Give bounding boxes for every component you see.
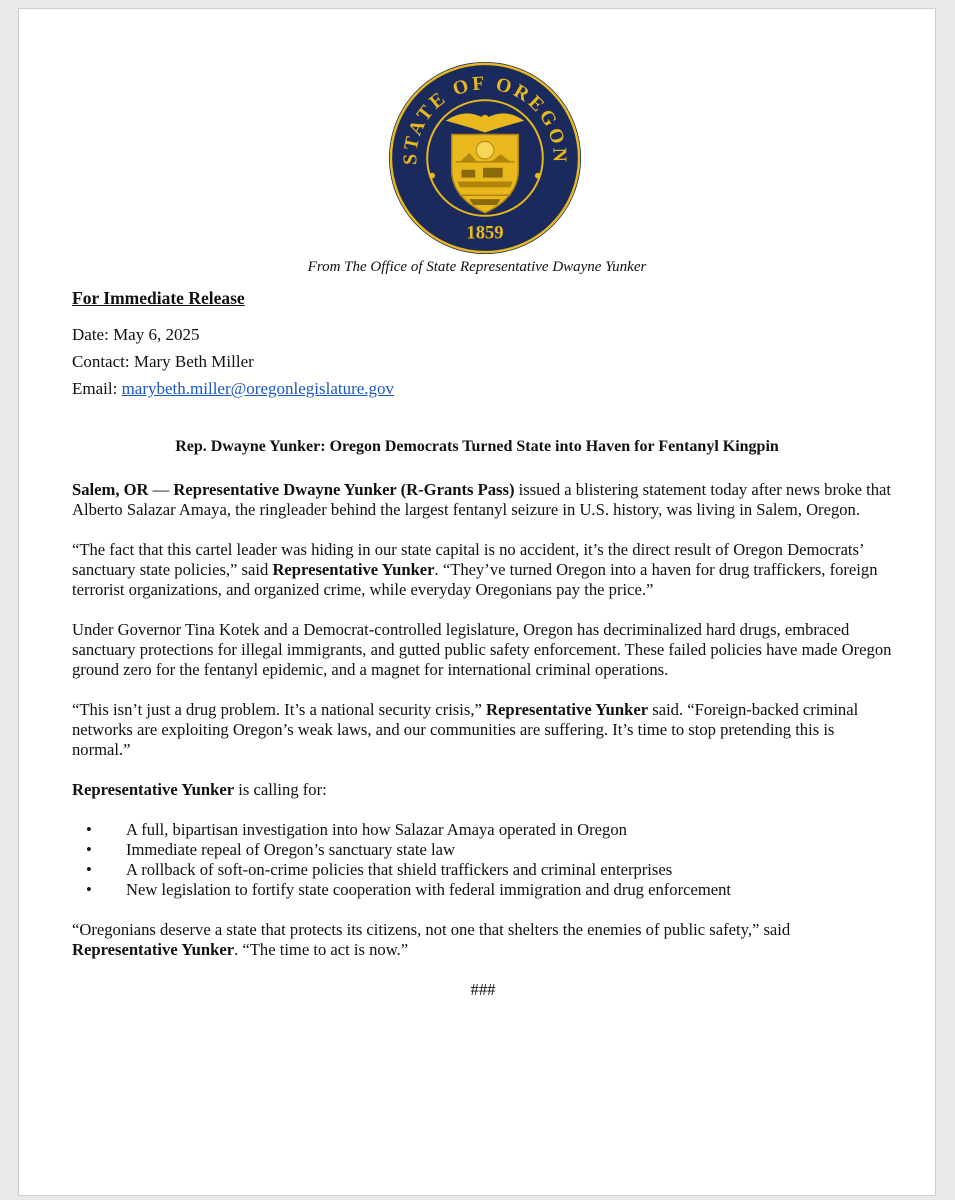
email-line xyxy=(72,379,394,399)
list-item: • A rollback of soft-on-crime policies that shield traffickers and criminal enterprises xyxy=(86,860,673,879)
paragraph-quote-1: “The fact that this cartel leader was hiding in our state capital is no accident, it’s the direct result of Oregon Democrats’ sanctuary state policies,” said Representative Yunker. “They’ve turned Oregon into a haven for drug traffickers, foreign terrorist organizations, and organized crime, while everyday Oregonians pay the price.” xyxy=(72,540,878,599)
representative-name: Representative Yunker xyxy=(272,560,435,579)
bullet-icon: • xyxy=(86,860,92,879)
demands-list xyxy=(72,820,894,900)
office-line: From The Office of State Representative Dwayne Yunker xyxy=(307,259,647,275)
dateline: Salem, OR xyxy=(72,480,149,499)
contact-line: Contact: Mary Beth Miller xyxy=(72,352,254,371)
press-release-body xyxy=(72,480,894,1000)
document-page xyxy=(18,8,936,1196)
representative-name: Representative Yunker xyxy=(486,700,649,719)
paragraph-intro: Salem, OR — Representative Dwayne Yunker (R-Grants Pass) issued a blistering statement today after news broke that Alberto Salazar Amaya, the ringleader behind the largest fentanyl seizure in U.S. history, was living in Salem, Oregon. xyxy=(72,480,891,519)
representative-name: Representative Yunker xyxy=(72,940,235,959)
seal-year: 1859 xyxy=(466,222,504,244)
list-item: • New legislation to fortify state cooperation with federal immigration and drug enforcement xyxy=(86,880,732,899)
bullet-icon: • xyxy=(86,820,92,839)
oregon-state-seal xyxy=(387,60,583,256)
paragraph-calling-for: Representative Yunker is calling for: xyxy=(72,780,327,799)
email-link[interactable]: marybeth.miller@oregonlegislature.gov xyxy=(121,379,395,398)
svg-text:STATE OF OREGON: STATE OF OREGON xyxy=(400,73,570,166)
representative-name: Representative Yunker xyxy=(72,780,235,799)
paragraph-quote-2: “This isn’t just a drug problem. It’s a national security crisis,” Representative Yunker said. “Foreign-backed criminal networks are exploiting Oregon’s weak laws, and our communities are suffering. It’s time to stop pretending this is normal.” xyxy=(72,700,859,759)
representative-name: Representative Dwayne Yunker (R-Grants Pass) xyxy=(173,480,515,499)
list-item: • A full, bipartisan investigation into how Salazar Amaya operated in Oregon xyxy=(86,820,627,839)
end-mark: ### xyxy=(470,980,496,999)
bullet-icon: • xyxy=(86,880,92,899)
paragraph-context: Under Governor Tina Kotek and a Democrat-controlled legislature, Oregon has decriminalized hard drugs, embraced sanctuary protections for illegal immigrants, and gutted public safety enforcement. These failed policies have made Oregon ground zero for the fentanyl epidemic, and a magnet for international criminal operations. xyxy=(72,620,892,679)
release-label: For Immediate Release xyxy=(72,288,245,308)
paragraph-closing-quote: “Oregonians deserve a state that protects its citizens, not one that shelters the enemies of public safety,” said Representative Yunker. “The time to act is now.” xyxy=(72,920,791,959)
date-line: Date: May 6, 2025 xyxy=(72,325,200,344)
email-label: Email: xyxy=(72,379,122,398)
headline: Rep. Dwayne Yunker: Oregon Democrats Turned State into Haven for Fentanyl Kingpin xyxy=(175,438,779,455)
bullet-icon: • xyxy=(86,840,92,859)
list-item: • Immediate repeal of Oregon’s sanctuary state law xyxy=(86,840,455,859)
